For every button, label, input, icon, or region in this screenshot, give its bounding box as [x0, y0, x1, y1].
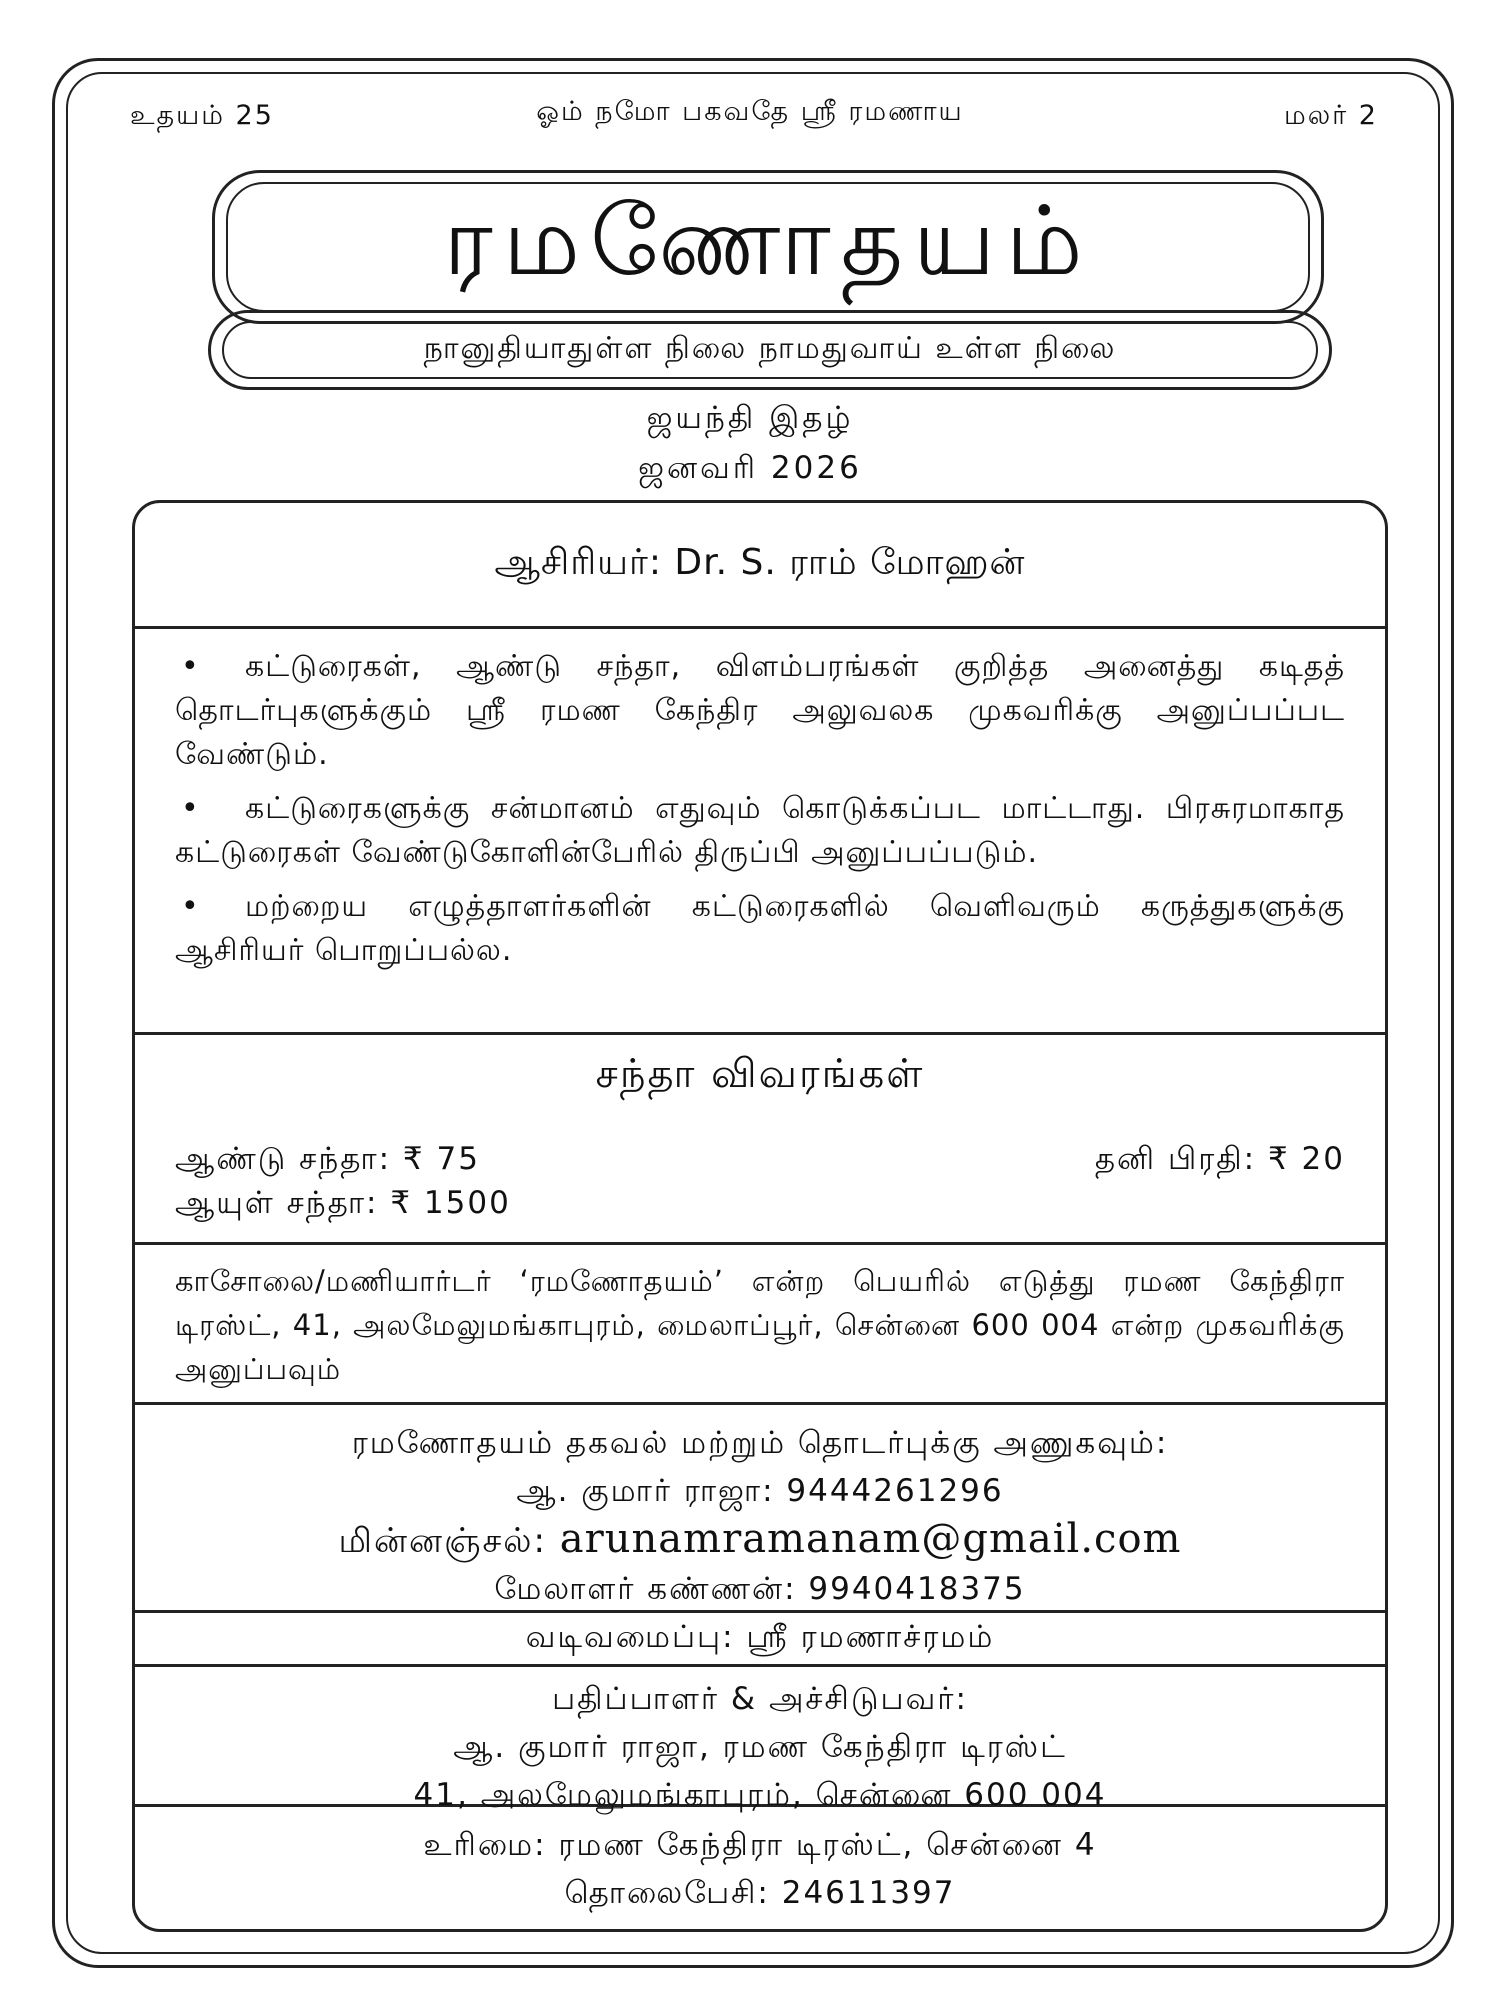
publisher-section	[135, 1667, 1385, 1813]
volume-label: உதயம் 25	[130, 100, 274, 131]
note-text: கட்டுரைகளுக்கு சன்மானம் எதுவும் கொடுக்கப்பட மாட்டாது. பிரசுரமாகாத கட்டுரைகள் வேண்டுகோளின்பேரில் திருப்பி அனுப்பப்படும்.	[175, 791, 1345, 870]
design-credit: வடிவமைப்பு: ஸ்ரீ ரமணாச்ரமம்	[525, 1618, 995, 1655]
contact-phone: ஆ. குமார் ராஜா: 9444261296	[516, 1473, 1004, 1509]
ownership-line: உரிமை: ரமண கேந்திரா டிரஸ்ட், சென்னை 4	[423, 1827, 1097, 1863]
single-copy-price: தனி பிரதி: ₹ 20	[1094, 1141, 1345, 1177]
payment-instructions: காசோலை/மணியார்டர் ‘ரமணோதயம்’ என்ற பெயரில் எடுத்து ரமண கேந்திரா டிரஸ்ட், 41, அலமேலுமங்காபுரம், மைலாப்பூர், சென்னை 600 004 என்ற முகவரிக்கு அனுப்பவும்	[175, 1264, 1345, 1386]
bullet-icon: •	[181, 649, 200, 684]
issue-number-label: மலர் 2	[1283, 100, 1378, 131]
invocation-line: ஓம் நமோ பகவதே ஸ்ரீ ரமணாய	[536, 96, 964, 127]
email-address: arunamramanam@gmail.com	[559, 1516, 1182, 1562]
bullet-icon: •	[181, 791, 200, 826]
masthead-motto: நானுதியாதுள்ள நிலை நாமதுவாய் உள்ள நிலை	[222, 321, 1318, 379]
masthead-title: ரமணோதயம்	[226, 182, 1310, 312]
contact-heading: ரமணோதயம் தகவல் மற்றும் தொடர்புக்கு அணுகவும்:	[351, 1425, 1169, 1461]
bullet-icon: •	[181, 889, 200, 924]
payment-section	[135, 1245, 1385, 1405]
subscription-section	[135, 1035, 1385, 1245]
notes-section	[135, 629, 1385, 1035]
note-item	[175, 787, 1345, 875]
office-phone: தொலைபேசி: 24611397	[564, 1875, 956, 1911]
publisher-heading: பதிப்பாளர் & அச்சிடுபவர்:	[552, 1681, 968, 1717]
lifetime-subscription: ஆயுள் சந்தா: ₹ 1500	[175, 1185, 511, 1221]
publisher-name: ஆ. குமார் ராஜா, ரமண கேந்திரா டிரஸ்ட்	[453, 1729, 1067, 1765]
subscription-title: சந்தா விவரங்கள்	[595, 1051, 925, 1097]
note-item	[175, 885, 1345, 973]
contact-email-line	[135, 1515, 1385, 1565]
note-text: மற்றைய எழுத்தாளர்களின் கட்டுரைகளில் வெளிவரும் கருத்துகளுக்கு ஆசிரியர் பொறுப்பல்ல.	[175, 889, 1345, 968]
annual-subscription: ஆண்டு சந்தா: ₹ 75	[175, 1141, 480, 1177]
note-item	[175, 645, 1345, 777]
note-text: கட்டுரைகள், ஆண்டு சந்தா, விளம்பரங்கள் குறித்த அனைத்து கடிதத் தொடர்புகளுக்கும் ஸ்ரீ ரமண கேந்திர அலுவலக முகவரிக்கு அனுப்பப்பட வேண்டும்.	[175, 649, 1345, 772]
ownership-section	[135, 1807, 1385, 1932]
email-label: மின்னஞ்சல்:	[338, 1521, 547, 1561]
editor-name: ஆசிரியர்: Dr. S. ராம் மோஹன்	[494, 541, 1026, 583]
editor-section	[135, 503, 1385, 629]
issue-date: ஜனவரி 2026	[638, 450, 862, 486]
design-section	[135, 1613, 1385, 1667]
contact-section	[135, 1405, 1385, 1613]
issue-label: ஜயந்தி இதழ்	[646, 400, 854, 436]
info-panel	[132, 500, 1388, 1932]
manager-phone: மேலாளர் கண்ணன்: 9940418375	[494, 1571, 1026, 1607]
publisher-address: 41, அலமேலுமங்காபுரம், சென்னை 600 004	[413, 1777, 1107, 1813]
